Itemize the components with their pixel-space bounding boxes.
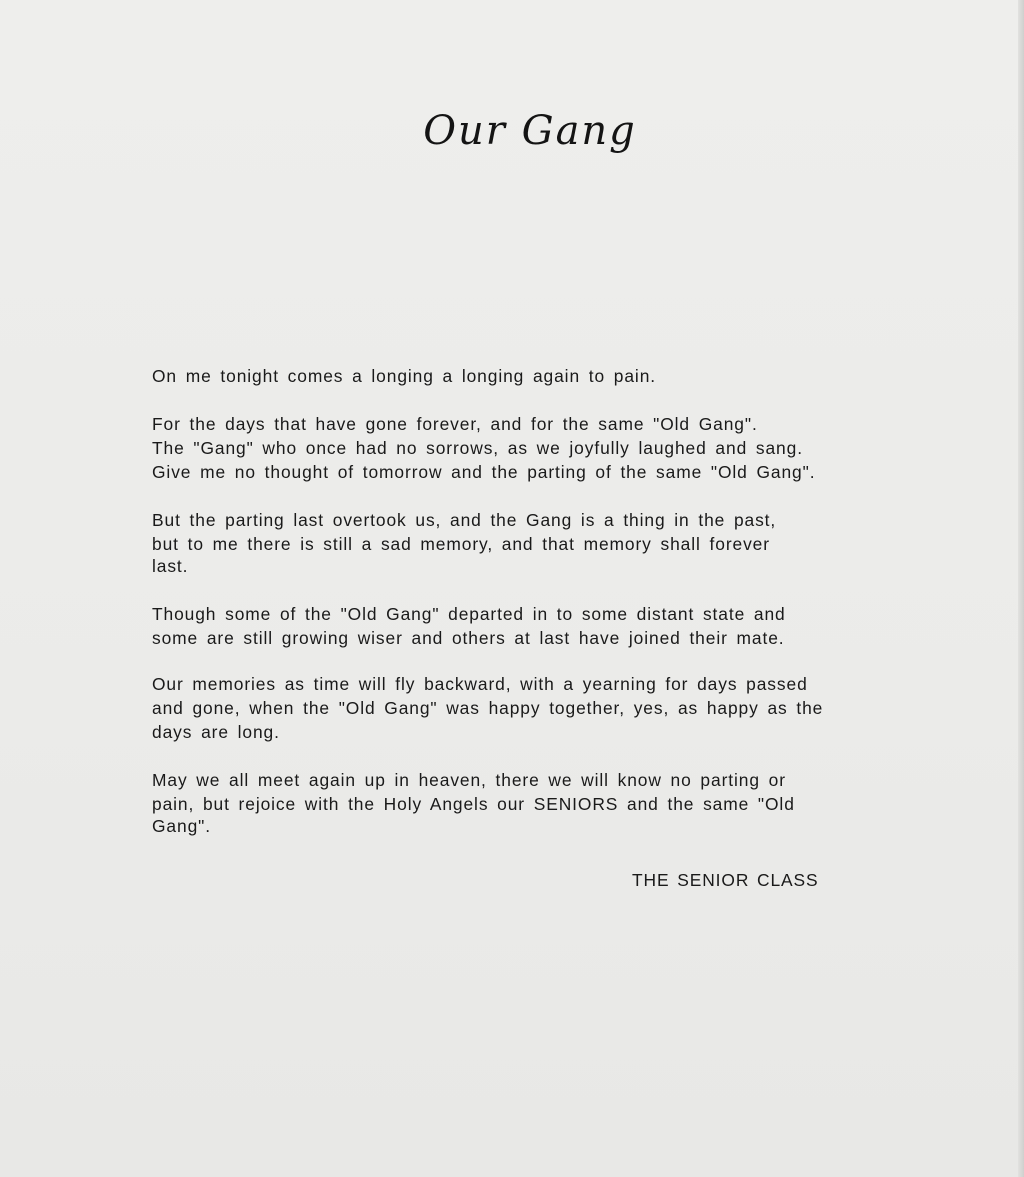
page-title: Our Gang (423, 108, 637, 154)
poem-line: Our memories as time will fly backward, with a yearning for days passed (152, 674, 808, 694)
poem-line: last. (152, 556, 189, 576)
poem-line: Gang". (152, 816, 211, 836)
poem-line: The "Gang" who once had no sorrows, as we joyfully laughed and sang. (152, 438, 803, 458)
poem-line: On me tonight comes a longing a longing again to pain. (152, 366, 656, 386)
signature: THE SENIOR CLASS (632, 870, 819, 890)
poem-line: For the days that have gone forever, and for the same "Old Gang". (152, 414, 758, 434)
poem-line: and gone, when the "Old Gang" was happy together, yes, as happy as the (152, 698, 824, 718)
poem-line: some are still growing wiser and others at last have joined their mate. (152, 628, 785, 648)
page-edge (1018, 0, 1024, 1177)
poem-line: May we all meet again up in heaven, there we will know no parting or (152, 770, 786, 790)
poem-line: Though some of the "Old Gang" departed in to some distant state and (152, 604, 786, 624)
poem-line: days are long. (152, 722, 280, 742)
poem-line: But the parting last overtook us, and the Gang is a thing in the past, (152, 510, 777, 530)
poem-line: but to me there is still a sad memory, and that memory shall forever (152, 534, 770, 554)
poem-line: pain, but rejoice with the Holy Angels our SENIORS and the same "Old (152, 794, 795, 814)
poem-line: Give me no thought of tomorrow and the parting of the same "Old Gang". (152, 462, 816, 482)
